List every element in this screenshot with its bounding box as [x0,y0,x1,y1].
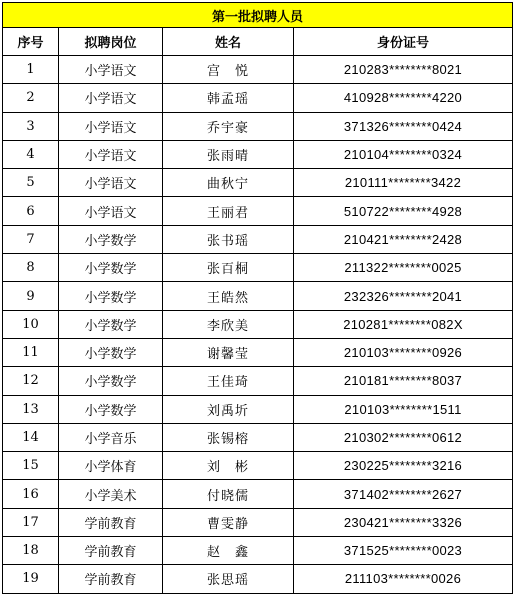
cell-position: 小学数学 [59,367,163,395]
cell-name: 刘禹圻 [163,395,294,423]
cell-no: 15 [3,452,59,480]
cell-no: 12 [3,367,59,395]
header-name: 姓名 [163,28,294,56]
cell-no: 19 [3,565,59,593]
cell-id: 210281********082X [294,310,513,338]
cell-position: 小学语文 [59,197,163,225]
cell-position: 小学语文 [59,112,163,140]
table-row [3,480,513,508]
cell-position: 小学语文 [59,84,163,112]
cell-position: 小学数学 [59,338,163,366]
table-row [3,565,513,593]
cell-name: 王丽君 [163,197,294,225]
header-no: 序号 [3,28,59,56]
cell-id: 210302********0612 [294,423,513,451]
cell-no: 2 [3,84,59,112]
table-row [3,56,513,84]
cell-name: 王佳琦 [163,367,294,395]
table-title: 第一批拟聘人员 [3,3,513,28]
cell-id: 210103********1511 [294,395,513,423]
cell-position: 小学语文 [59,169,163,197]
cell-no: 6 [3,197,59,225]
table-row [3,197,513,225]
header-row [3,28,513,56]
table-row [3,310,513,338]
cell-name: 张雨晴 [163,140,294,168]
cell-name: 张百桐 [163,254,294,282]
cell-name: 曹雯静 [163,508,294,536]
cell-name: 王皓然 [163,282,294,310]
cell-id: 210283********8021 [294,56,513,84]
table-row [3,140,513,168]
cell-no: 10 [3,310,59,338]
cell-no: 3 [3,112,59,140]
cell-no: 16 [3,480,59,508]
cell-name: 张锡榕 [163,423,294,451]
cell-id: 210104********0324 [294,140,513,168]
cell-position: 学前教育 [59,537,163,565]
cell-position: 学前教育 [59,508,163,536]
table-row [3,537,513,565]
table-row [3,84,513,112]
cell-position: 学前教育 [59,565,163,593]
cell-name: 宫 悦 [163,56,294,84]
cell-id: 371326********0424 [294,112,513,140]
cell-position: 小学语文 [59,56,163,84]
cell-name: 付晓儒 [163,480,294,508]
cell-name: 韩孟瑶 [163,84,294,112]
table-row [3,367,513,395]
cell-position: 小学音乐 [59,423,163,451]
cell-no: 9 [3,282,59,310]
cell-id: 210181********8037 [294,367,513,395]
cell-name: 张思瑶 [163,565,294,593]
cell-name: 张书瑶 [163,225,294,253]
cell-no: 11 [3,338,59,366]
header-id: 身份证号 [294,28,513,56]
table-row [3,225,513,253]
table-row [3,338,513,366]
table-body [3,56,513,594]
table-row [3,112,513,140]
cell-name: 赵 鑫 [163,537,294,565]
cell-no: 5 [3,169,59,197]
cell-name: 李欣美 [163,310,294,338]
cell-no: 18 [3,537,59,565]
cell-name: 谢馨莹 [163,338,294,366]
cell-id: 210111********3422 [294,169,513,197]
cell-position: 小学数学 [59,225,163,253]
cell-id: 410928********4220 [294,84,513,112]
cell-no: 17 [3,508,59,536]
cell-id: 211322********0025 [294,254,513,282]
table-row [3,508,513,536]
cell-no: 1 [3,56,59,84]
cell-id: 230421********3326 [294,508,513,536]
cell-id: 371525********0023 [294,537,513,565]
hiring-table [2,2,513,594]
cell-name: 刘 彬 [163,452,294,480]
cell-position: 小学体育 [59,452,163,480]
cell-position: 小学语文 [59,140,163,168]
cell-position: 小学数学 [59,282,163,310]
cell-name: 曲秋宁 [163,169,294,197]
table-row [3,395,513,423]
cell-no: 13 [3,395,59,423]
table-row [3,423,513,451]
cell-id: 230225********3216 [294,452,513,480]
cell-no: 14 [3,423,59,451]
table-row [3,282,513,310]
table-row [3,452,513,480]
cell-position: 小学数学 [59,310,163,338]
cell-position: 小学数学 [59,395,163,423]
table-row [3,169,513,197]
cell-position: 小学数学 [59,254,163,282]
cell-id: 210421********2428 [294,225,513,253]
header-position: 拟聘岗位 [59,28,163,56]
table-row [3,254,513,282]
cell-id: 232326********2041 [294,282,513,310]
cell-id: 371402********2627 [294,480,513,508]
cell-id: 211103********0026 [294,565,513,593]
cell-position: 小学美术 [59,480,163,508]
cell-no: 7 [3,225,59,253]
cell-name: 乔宇豪 [163,112,294,140]
cell-no: 4 [3,140,59,168]
cell-no: 8 [3,254,59,282]
cell-id: 210103********0926 [294,338,513,366]
cell-id: 510722********4928 [294,197,513,225]
